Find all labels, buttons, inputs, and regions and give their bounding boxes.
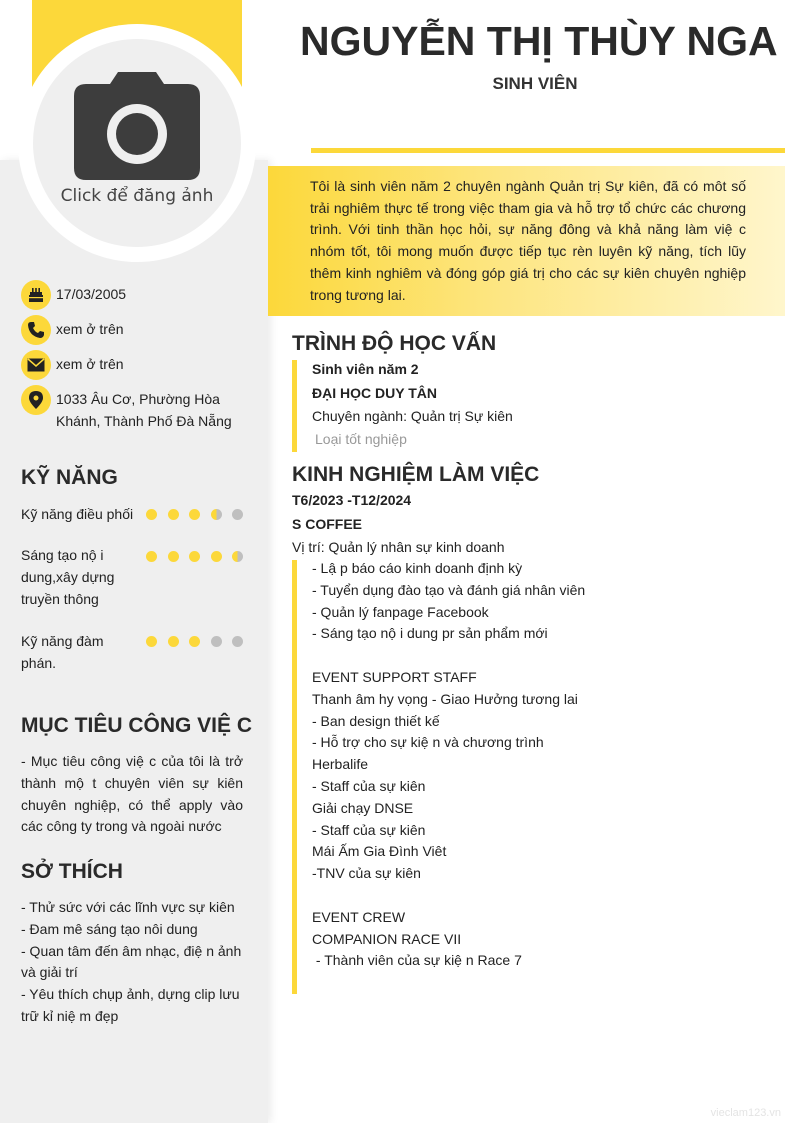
experience-line: EVENT SUPPORT STAFF — [312, 668, 477, 685]
about-section — [268, 166, 785, 316]
rating-dot — [232, 551, 243, 562]
experience-line: - Ban design thiết kế — [312, 712, 440, 729]
experience-line: - Hỗ trợ cho sự kiệ n và chương trình — [312, 734, 544, 751]
rating-dot — [168, 509, 179, 520]
contact-address — [21, 385, 246, 432]
rating-dot — [189, 509, 200, 520]
education-year: Sinh viên năm 2 — [312, 361, 419, 377]
education-grade: Loại tốt nghiệp — [315, 431, 407, 447]
email-text: xem ở trên — [56, 356, 124, 372]
rating-dot — [211, 636, 222, 647]
upload-photo-label[interactable]: Click để đăng ảnh — [60, 186, 214, 206]
phone-text: xem ở trên — [56, 321, 124, 337]
camera-icon[interactable] — [74, 72, 200, 180]
experience-position: Vị trí: Quản lý nhân sự kinh doanh — [292, 539, 505, 555]
rating-dot — [211, 509, 222, 520]
experience-line: Mái Ấm Gia Đình Viêt — [312, 843, 447, 860]
phone-icon — [21, 315, 51, 345]
experience-details — [312, 558, 585, 972]
experience-line: - Staff của sự kiên — [312, 777, 426, 794]
skills-heading: KỸ NĂNG — [21, 466, 118, 489]
list-item: - Đam mê sáng tạo nôi dung — [21, 920, 198, 937]
rating-dot — [146, 551, 157, 562]
experience-line — [312, 885, 585, 907]
experience-line: - Staff của sự kiên — [312, 821, 426, 838]
experience-line: EVENT CREW — [312, 908, 406, 925]
mail-icon — [21, 350, 51, 380]
skill-name: Sáng tạo nộ i dung,xây dựng truyền thông — [21, 547, 115, 607]
watermark: vieclam123.vn — [710, 1107, 781, 1119]
contact-phone — [21, 315, 124, 345]
education-school: ĐẠI HỌC DUY TÂN — [312, 385, 437, 401]
rating-dot — [146, 509, 157, 520]
experience-line: Giải chạy DNSE — [312, 799, 414, 816]
goal-text: - Mục tiêu công việ c của tôi là trở thành mộ t chuyên viên sự kiên chuyên nghiệp, có thể apply vào các công ty trong và ngoài nước — [21, 753, 243, 835]
skill-rating — [146, 509, 243, 520]
address-text: 1033 Âu Cơ, Phường Hòa Khánh, Thành Phố Đà Nẵng — [56, 391, 232, 429]
divider — [311, 148, 785, 153]
experience-line: - Lậ p báo cáo kinh doanh định kỳ — [312, 560, 523, 576]
experience-line: Herbalife — [312, 756, 369, 773]
experience-heading: KINH NGHIỆM LÀM VIỆC — [292, 463, 540, 486]
hobbies-heading: SỞ THÍCH — [21, 860, 123, 883]
rating-dot — [211, 551, 222, 562]
hobbies-list — [21, 897, 243, 1028]
goal-heading: MỤC TIÊU CÔNG VIỆ C — [21, 714, 253, 737]
experience-period: T6/2023 -T12/2024 — [292, 492, 412, 508]
rating-dot — [189, 636, 200, 647]
rating-dot — [232, 509, 243, 520]
skill-name: Kỹ năng đàm phán. — [21, 633, 104, 671]
contact-email — [21, 350, 124, 380]
birthday-text: 17/03/2005 — [56, 286, 127, 302]
education-accent-bar — [292, 360, 297, 452]
list-item: - Thử sức với các lĩnh vực sự kiên — [21, 899, 235, 915]
skill-rating — [146, 551, 243, 562]
contact-birthday — [21, 280, 126, 310]
experience-line: COMPANION RACE VII — [312, 930, 462, 947]
rating-dot — [168, 636, 179, 647]
experience-line: - Tuyển dụng đào tạo và đánh giá nhân viên — [312, 581, 586, 598]
job-title: SINH VIÊN — [492, 74, 578, 93]
rating-dot — [189, 551, 200, 562]
list-item: - Yêu thích chụp ảnh, dựng clip lưu trữ kỉ niệ m đẹp — [21, 986, 240, 1024]
list-item: - Quan tâm đến âm nhạc, điệ n ảnh và giải trí — [21, 942, 242, 981]
rating-dot — [146, 636, 157, 647]
skill-name: Kỹ năng điều phối — [21, 506, 134, 522]
experience-line: -TNV của sự kiên — [312, 865, 421, 882]
birthday-cake-icon — [21, 280, 51, 310]
experience-company: S COFFEE — [292, 516, 363, 532]
skill-rating — [146, 636, 243, 647]
experience-line: Thanh âm hy vọng - Giao Hưởng tương lai — [312, 690, 578, 707]
rating-dot — [168, 551, 179, 562]
education-major: Chuyên ngành: Quản trị Sự kiên — [312, 408, 513, 424]
education-heading: TRÌNH ĐỘ HỌC VẤN — [292, 332, 497, 355]
location-pin-icon — [21, 385, 51, 415]
rating-dot — [232, 636, 243, 647]
experience-line: - Quản lý fanpage Facebook — [312, 603, 489, 620]
experience-accent-bar — [292, 560, 297, 994]
about-text: Tôi là sinh viên năm 2 chuyên ngành Quản trị Sự kiên, đã có môt số trải nghiêm thực tế trong việc tham gia và hỗ trợ tổ chức các chương trình. Với tinh thần học hỏi, sự năng đông và khả năng làm việ c nhóm tốt, tôi mong muốn được tiếp tục rèn luyên kỹ năng, tích lũy thêm kinh nghiêm và đóng góp giá trị cho các sự kiên chuyên nghiệp trong tương lai. — [310, 178, 746, 303]
experience-line: - Sáng tạo nộ i dung pr sản phẩm mới — [312, 625, 548, 642]
experience-line — [312, 645, 585, 667]
page-title: NGUYỄN THỊ THÙY NGA — [300, 18, 778, 64]
experience-line: - Thành viên của sự kiệ n Race 7 — [312, 952, 522, 969]
